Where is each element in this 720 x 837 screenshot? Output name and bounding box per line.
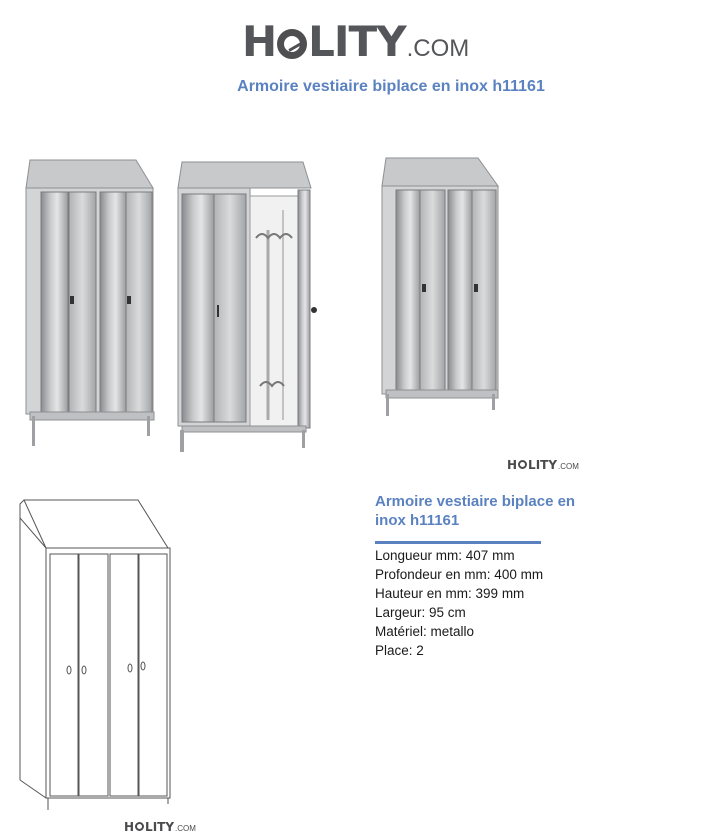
- locker-photo-closed: [26, 160, 154, 446]
- logo-o-icon: [135, 822, 144, 831]
- spec-length: Longueur mm: 407 mm: [375, 548, 515, 563]
- locker-photo-angle: [382, 158, 498, 416]
- spec-depth: Profondeur en mm: 400 mm: [375, 567, 544, 582]
- holity-small-logo: H LITY .COM: [507, 458, 579, 472]
- holity-small-logo-bottom: H LITY .COM: [124, 820, 196, 834]
- spec-material: Matériel: metallo: [375, 624, 475, 639]
- holity-logo: H LITY .COM: [242, 17, 470, 66]
- product-title: Armoire vestiaire biplace en inox h11161: [375, 493, 576, 529]
- spec-places: Place: 2: [375, 643, 424, 658]
- locker-photo-open: [178, 162, 317, 452]
- logo-o-icon: [518, 460, 527, 469]
- spec-width: Largeur: 95 cm: [375, 605, 466, 620]
- logo-o-icon: [277, 29, 307, 59]
- spec-height: Hauteur en mm: 399 mm: [375, 586, 525, 601]
- spec-list: [375, 546, 543, 660]
- locker-technical-drawing: [18, 498, 178, 814]
- title-divider: [375, 541, 541, 544]
- product-photos: [18, 150, 558, 460]
- page-title: Armoire vestiaire biplace en inox h11161: [237, 78, 545, 95]
